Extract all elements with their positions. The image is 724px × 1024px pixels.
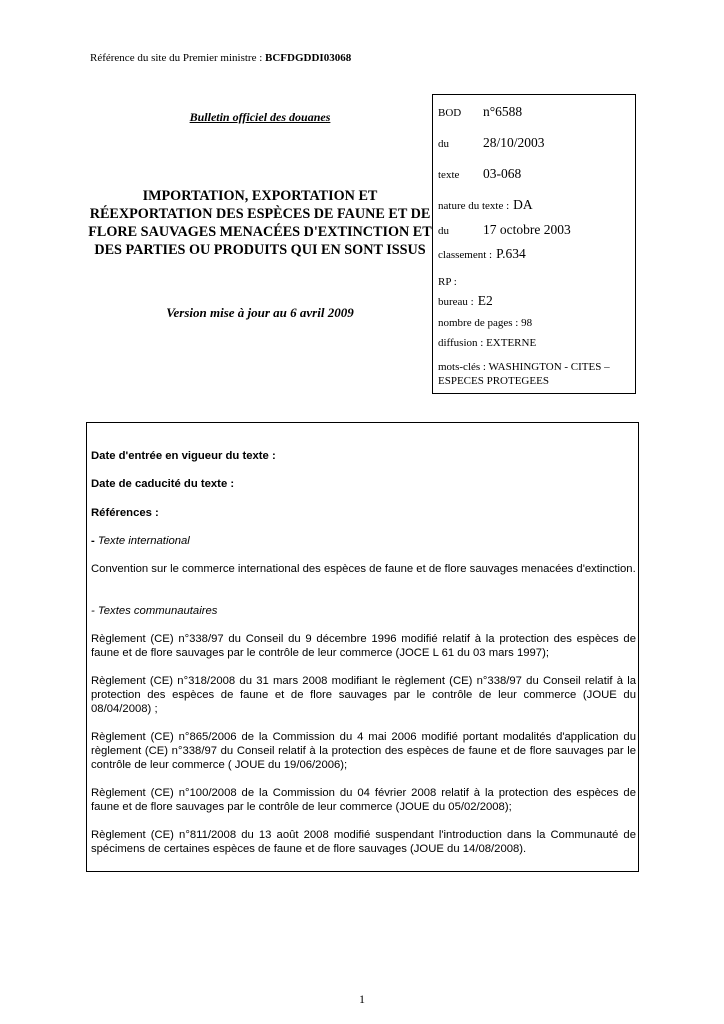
expiry-date-label: Date de caducité du texte : (91, 478, 235, 490)
du2-row (438, 221, 571, 239)
texte-value: 03-068 (483, 166, 522, 181)
bod-row (438, 103, 522, 121)
regulation-item: Règlement (CE) n°338/97 du Conseil du 9 décembre 1996 modifié relatif à la protection des espèces de faune et de flore sauvages par le contrôle de leur commerce (JOCE L 61 du 03 mars 1997); (91, 633, 636, 659)
regulation-item: Règlement (CE) n°865/2006 de la Commission du 4 mai 2006 modifié portant modalités d'application du règlement (CE) n°338/97 du Conseil relatif à la protection des espèces de faune et de flore sauvages par le contrôle de leur commerce ( JOUE du 19/06/2006); (91, 731, 636, 771)
classement-value: P.634 (496, 246, 526, 261)
classement-label: classement : (438, 249, 493, 261)
rp-row (438, 272, 457, 290)
classement-row (438, 245, 526, 263)
community-heading: - Textes communautaires (91, 605, 218, 617)
diffusion: diffusion : EXTERNE (438, 337, 537, 349)
site-reference-label: Référence du site du Premier ministre : (90, 52, 263, 64)
international-heading (91, 534, 636, 548)
site-reference (90, 52, 351, 64)
bureau-label: bureau : (438, 296, 474, 308)
convention-text: Convention sur le commerce international des espèces de faune et de flore sauvages menacées d'extinction. (91, 563, 636, 575)
du1-value: 28/10/2003 (483, 135, 545, 150)
international-label: Texte international (97, 535, 190, 547)
version-date: Version mise à jour au 6 avril 2009 (166, 305, 354, 320)
bureau-row (438, 292, 493, 310)
bod-label: BOD (438, 107, 462, 119)
pages-count: nombre de pages : 98 (438, 317, 533, 329)
regulation-item: Règlement (CE) n°100/2008 de la Commission du 04 février 2008 relatif à la protection des espèces de faune et de flore sauvages par le contrôle de leur commerce (JOUE du 05/02/2008); (91, 787, 636, 813)
texte-label: texte (438, 169, 460, 181)
international-dash: - (91, 535, 95, 547)
nature-label: nature du texte : (438, 200, 510, 212)
document-title: IMPORTATION, EXPORTATION ET RÉEXPORTATION DES ESPÈCES DE FAUNE ET DE FLORE SAUVAGES MENACÉES D'EXTINCTION ET DES PARTIES OU PRODUITS QUI EN SONT ISSUS (88, 188, 432, 258)
nature-value: DA (513, 197, 533, 212)
references-heading: Références : (91, 507, 159, 519)
regulation-item: Règlement (CE) n°811/2008 du 13 août 2008 modifié suspendant l'introduction dans la Communauté de spécimens de certaines espèces de faune et de flore sauvages (JOUE du 14/08/2008). (91, 829, 636, 855)
site-reference-code: BCFDGDDI03068 (265, 52, 352, 64)
page-number: 1 (359, 992, 365, 1006)
bod-value: n°6588 (483, 104, 523, 119)
keywords: mots-clés : WASHINGTON - CITES – ESPECES PROTEGEES (438, 361, 610, 387)
texte-row (438, 165, 521, 183)
nature-row (438, 196, 533, 214)
du1-row (438, 134, 545, 152)
bureau-value: E2 (477, 293, 493, 308)
bulletin-title: Bulletin officiel des douanes (189, 110, 331, 124)
regulation-item: Règlement (CE) n°318/2008 du 31 mars 2008 modifiant le règlement (CE) n°338/97 du Conseil relatif à la protection des espèces de faune et de flore sauvages par le contrôle de leur commerce (JOUE du 08/04/2008) ; (91, 675, 636, 715)
du1-label: du (438, 138, 449, 150)
document-metadata-box (432, 94, 636, 394)
references-box (86, 422, 639, 872)
du2-label: du (438, 225, 449, 237)
effective-date-label: Date d'entrée en vigueur du texte : (91, 450, 276, 462)
rp-label: RP : (438, 276, 457, 288)
du2-value: 17 octobre 2003 (483, 222, 571, 237)
